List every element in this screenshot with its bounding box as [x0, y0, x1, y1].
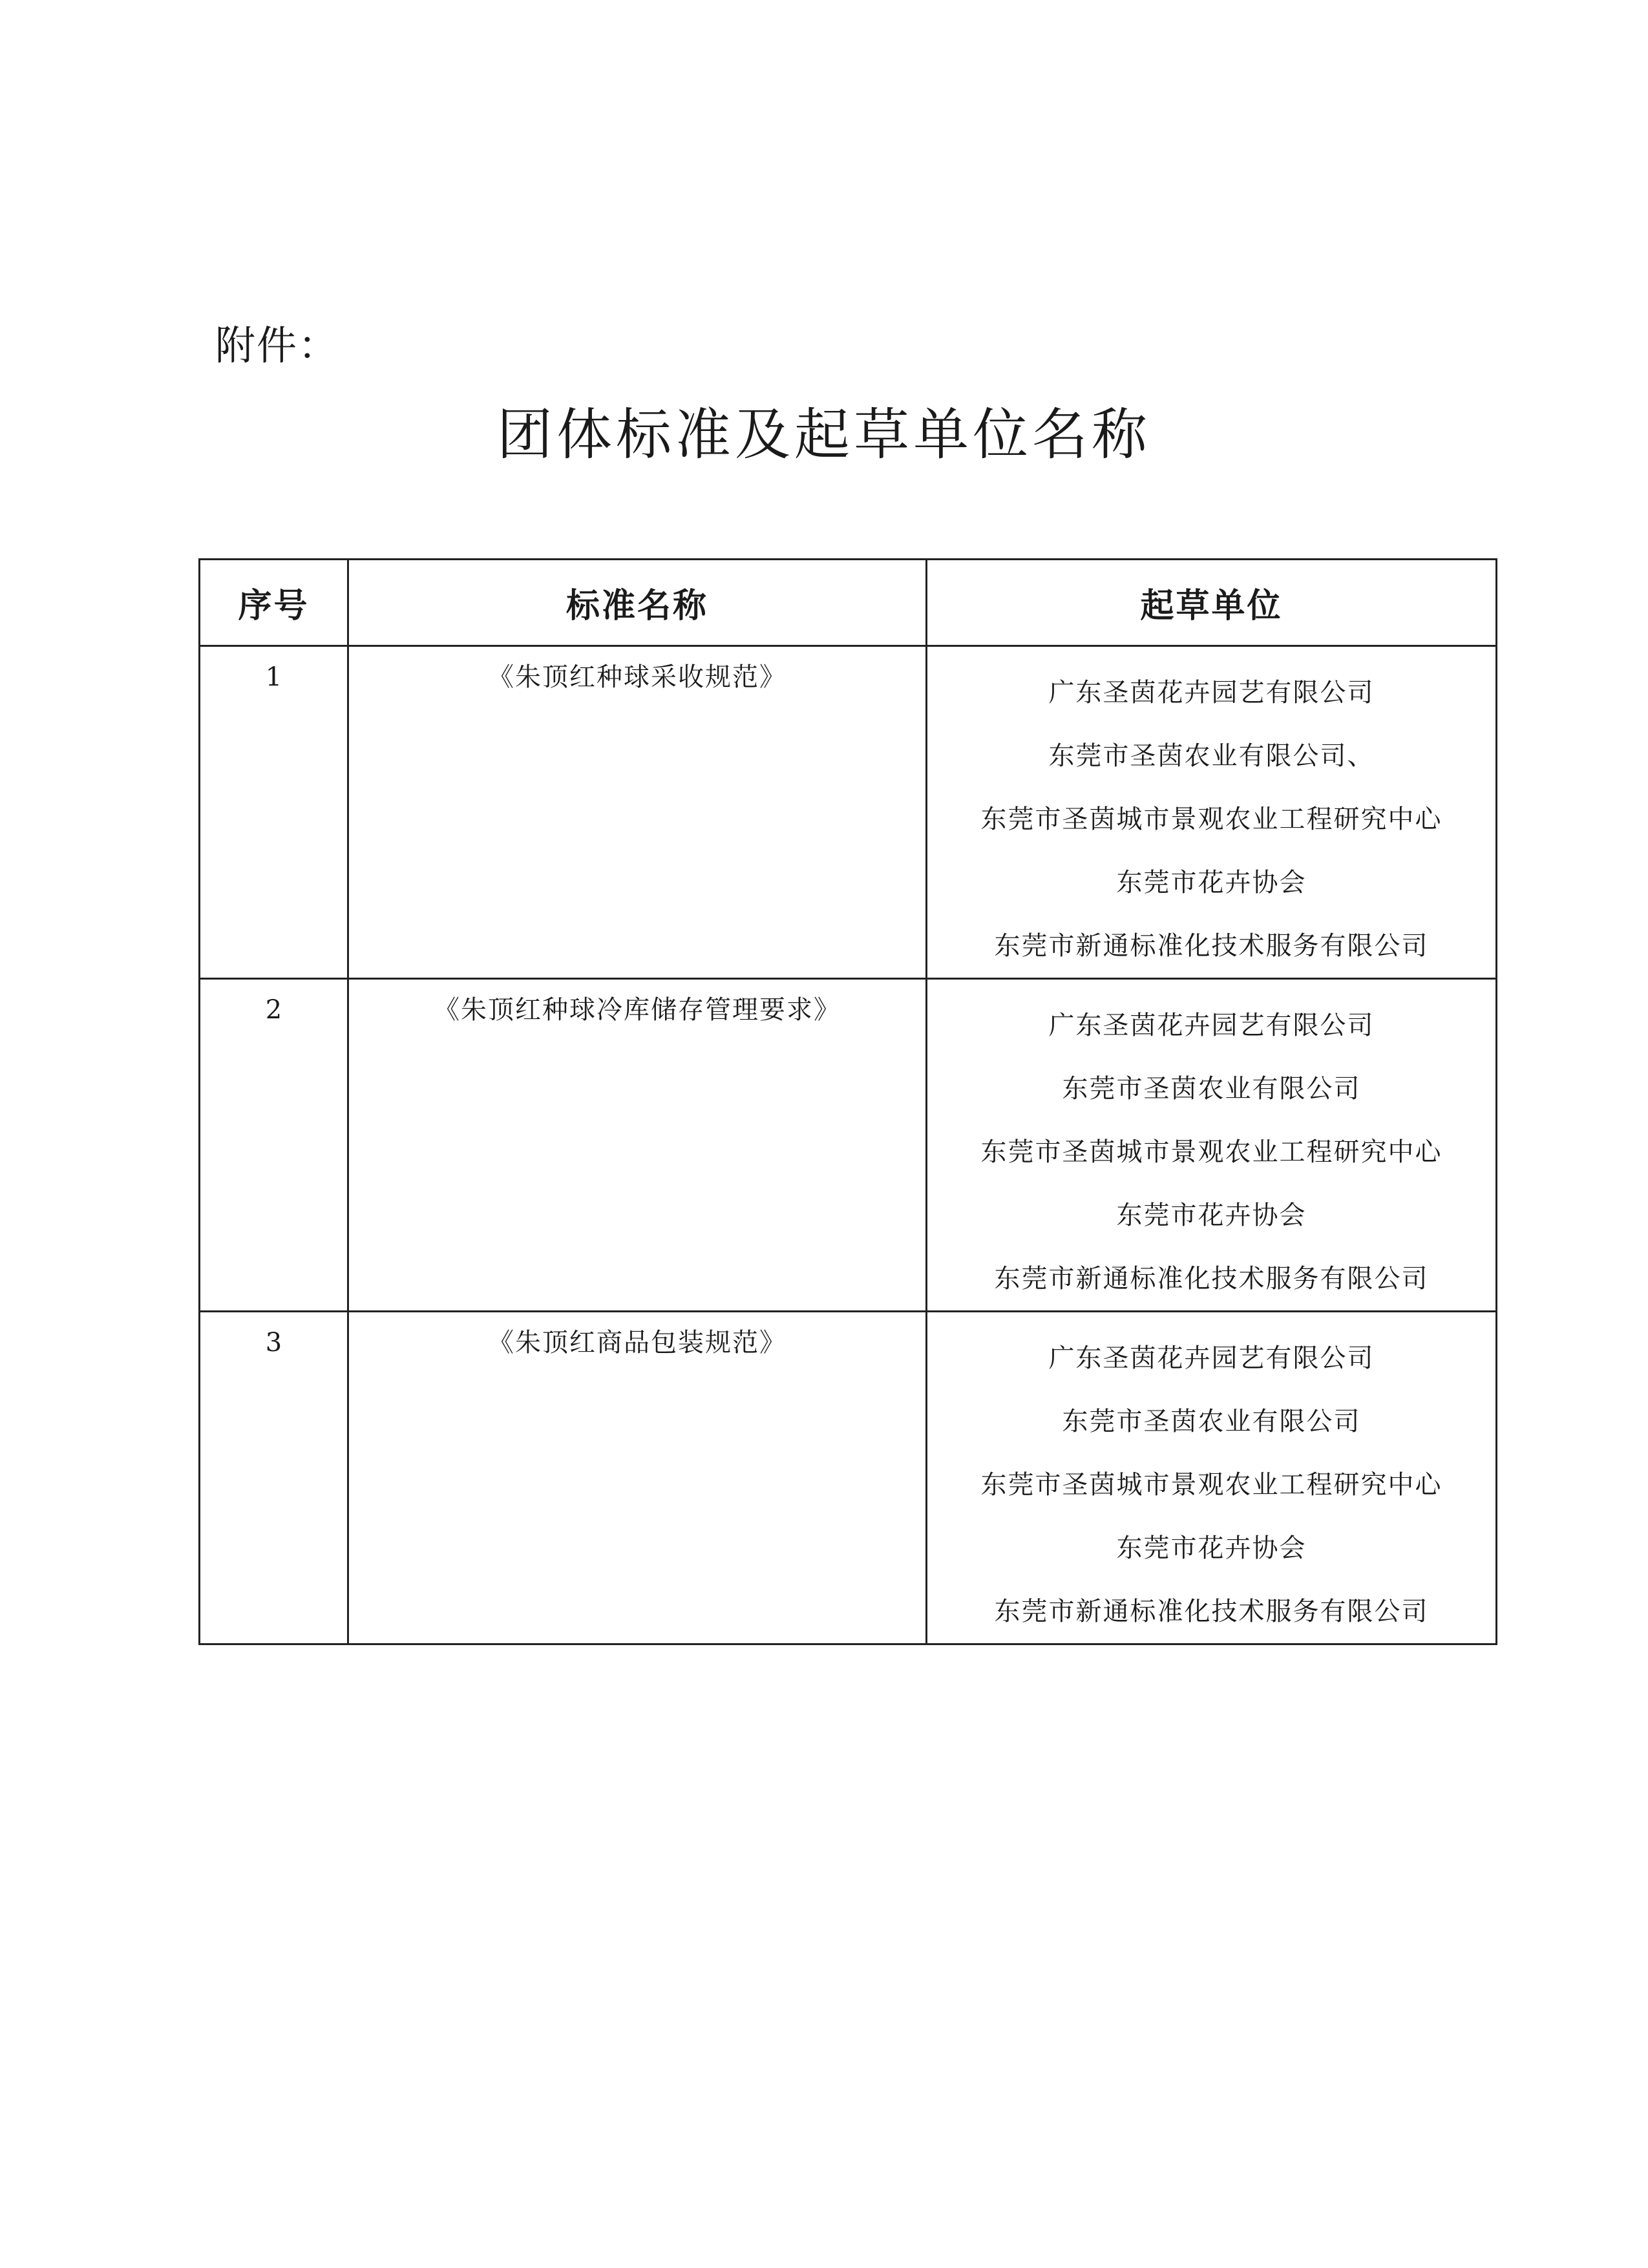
table-row [200, 646, 1497, 979]
drafting-unit: 东莞市圣茵城市景观农业工程研究中心 [980, 804, 1442, 834]
drafting-unit: 东莞市圣茵农业有限公司 [1062, 1074, 1361, 1104]
standard-name-cell [348, 646, 927, 979]
drafting-unit: 东莞市花卉协会 [1116, 1201, 1307, 1230]
drafting-unit: 东莞市新通标准化技术服务有限公司 [994, 1264, 1429, 1294]
standard-name: 《朱顶红种球采收规范》 [488, 662, 787, 692]
table-row [200, 1312, 1497, 1644]
serial-number: 2 [265, 995, 282, 1025]
serial-number-cell [200, 1312, 348, 1644]
drafting-unit: 东莞市圣茵农业有限公司 [1062, 1407, 1361, 1436]
header-serial-number: 序号 [200, 560, 348, 646]
document-title: 团体标准及起草单位名称 [497, 403, 1151, 467]
standard-name: 《朱顶红种球冷库储存管理要求》 [434, 995, 841, 1025]
standard-name-cell [348, 1312, 927, 1644]
drafting-units-cell [927, 1312, 1497, 1644]
table-row [200, 979, 1497, 1312]
drafting-unit: 东莞市新通标准化技术服务有限公司 [994, 1597, 1429, 1626]
drafting-unit: 东莞市花卉协会 [1116, 1533, 1307, 1563]
serial-number-cell [200, 646, 348, 979]
drafting-unit: 东莞市新通标准化技术服务有限公司 [994, 931, 1429, 961]
header-drafting-units: 起草单位 [927, 560, 1497, 646]
serial-number: 3 [265, 1328, 282, 1358]
drafting-unit: 广东圣茵花卉园艺有限公司 [1048, 678, 1375, 708]
drafting-units-cell [927, 979, 1497, 1312]
drafting-unit: 广东圣茵花卉园艺有限公司 [1048, 1011, 1375, 1040]
drafting-unit: 东莞市圣茵农业有限公司、 [1048, 741, 1375, 771]
attachment-label: 附件： [215, 322, 340, 369]
standards-table [198, 558, 1497, 1645]
drafting-unit: 东莞市花卉协会 [1116, 868, 1307, 898]
drafting-unit: 东莞市圣茵城市景观农业工程研究中心 [980, 1470, 1442, 1500]
drafting-unit: 东莞市圣茵城市景观农业工程研究中心 [980, 1137, 1442, 1167]
header-standard-name: 标准名称 [348, 560, 927, 646]
drafting-unit: 广东圣茵花卉园艺有限公司 [1048, 1343, 1375, 1373]
drafting-units-cell [927, 646, 1497, 979]
serial-number: 1 [265, 662, 282, 692]
standard-name-cell [348, 979, 927, 1312]
standard-name: 《朱顶红商品包装规范》 [488, 1328, 787, 1358]
table-header-row [200, 560, 1497, 646]
serial-number-cell [200, 979, 348, 1312]
